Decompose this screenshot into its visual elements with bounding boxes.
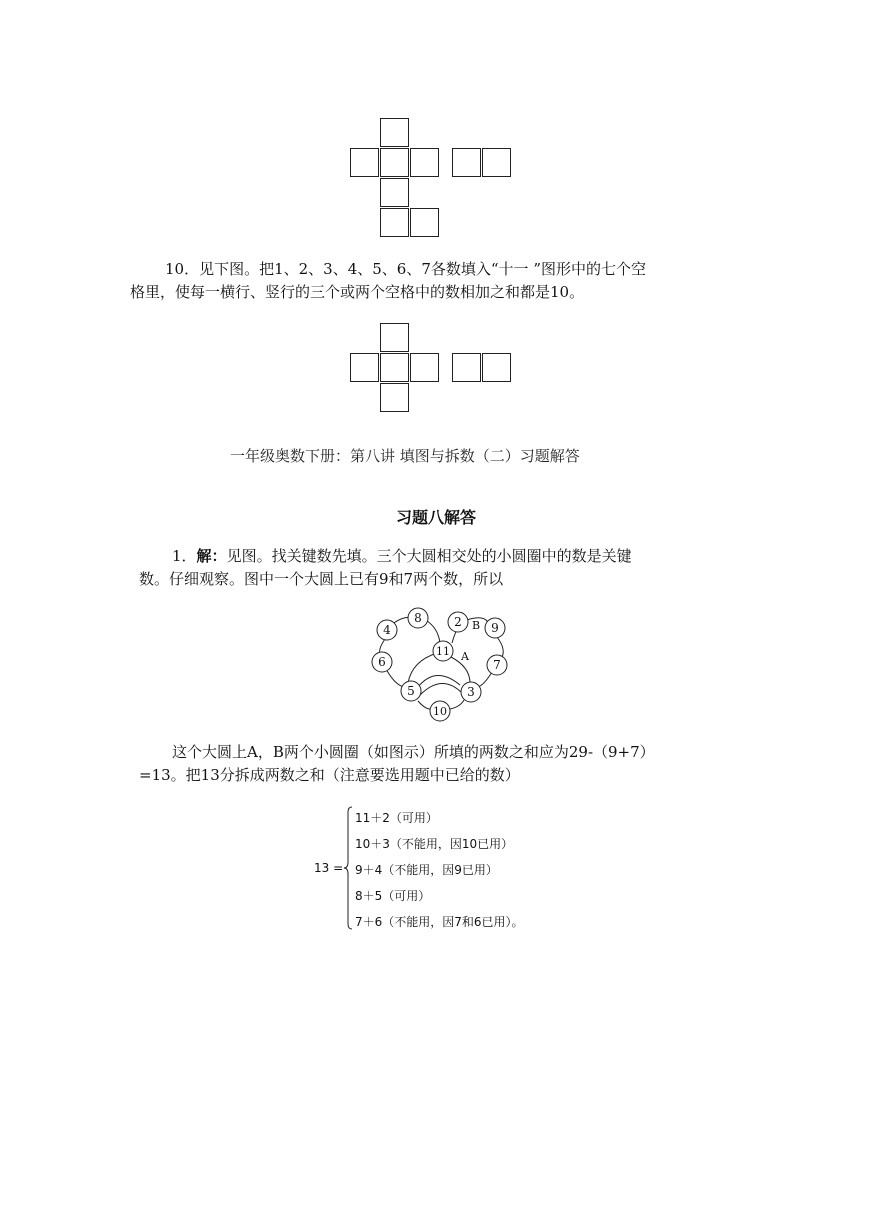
circle-letter: A — [461, 650, 469, 663]
grid-figure-cross — [0, 0, 869, 420]
circle-diagram — [360, 605, 520, 723]
big-circle-arc — [418, 675, 460, 687]
big-circle-arc — [386, 669, 404, 687]
split-item: 10＋3（不能用，因10已用） — [355, 837, 514, 851]
circle-number: 11 — [436, 645, 450, 658]
grid-cell — [350, 353, 379, 382]
big-circle-arc — [418, 701, 430, 709]
split-item: 7＋6（不能用，因7和6已用）。 — [355, 915, 524, 929]
answer-1-line-1 — [172, 545, 632, 567]
big-circle-arc — [450, 700, 464, 709]
grid-cell — [380, 353, 409, 382]
split-item: 8＋5（可用） — [355, 889, 431, 903]
paragraph-2-line-2: =13。把13分拆成两数之和（注意要选用题中已给的数） — [139, 766, 520, 784]
big-circle-arc — [408, 653, 437, 683]
circle-number: 10 — [433, 705, 447, 718]
grid-cell — [452, 353, 481, 382]
big-circle-arc — [497, 637, 503, 657]
grid-cell — [380, 323, 409, 352]
circle-number: 2 — [454, 615, 462, 629]
section-heading: 习题八解答 — [396, 508, 477, 527]
circle-number: 8 — [414, 611, 422, 625]
grid-cell — [482, 353, 511, 382]
split-item: 9＋4（不能用，因9已用） — [355, 863, 498, 877]
answer-text: 见图。找关键数先填。三个大圆相交处的小圆圈中的数是关键 — [226, 547, 632, 565]
circle-number: 6 — [378, 655, 386, 669]
answer-1-line-2: 数。仔细观察。图中一个大圆上已有9和7两个数，所以 — [139, 570, 504, 588]
split-item: 11＋2（可用） — [355, 811, 438, 825]
circle-number: 5 — [407, 684, 415, 698]
answer-number: 1． — [172, 547, 197, 565]
brace-icon — [342, 806, 354, 930]
section-caption: 一年级奥数下册：第八讲 填图与拆数（二）习题解答 — [230, 447, 580, 465]
big-circle-arc — [420, 683, 462, 695]
grid-cell — [410, 353, 439, 382]
circle-number: 9 — [491, 621, 499, 635]
problem-10-line-2: 格里，使每一横行、竖行的三个或两个空格中的数相加之和都是10。 — [130, 283, 585, 301]
circle-number: 7 — [493, 658, 501, 672]
grid-cell — [380, 383, 409, 412]
big-circle-arc — [478, 672, 492, 687]
problem-10-line-1: 10．见下图。把1、2、3、4、5、6、7各数填入“十一 ”图形中的七个空 — [165, 260, 646, 278]
circle-number: 3 — [467, 685, 475, 699]
paragraph-2-line-1: 这个大圆上A，B两个小圆圈（如图示）所填的两数之和应为29-（9+7） — [172, 743, 655, 761]
circle-number: 4 — [383, 623, 391, 637]
circle-letter: B — [471, 619, 481, 632]
split-lhs: 13 = — [314, 861, 344, 875]
answer-label: 解： — [196, 547, 227, 565]
